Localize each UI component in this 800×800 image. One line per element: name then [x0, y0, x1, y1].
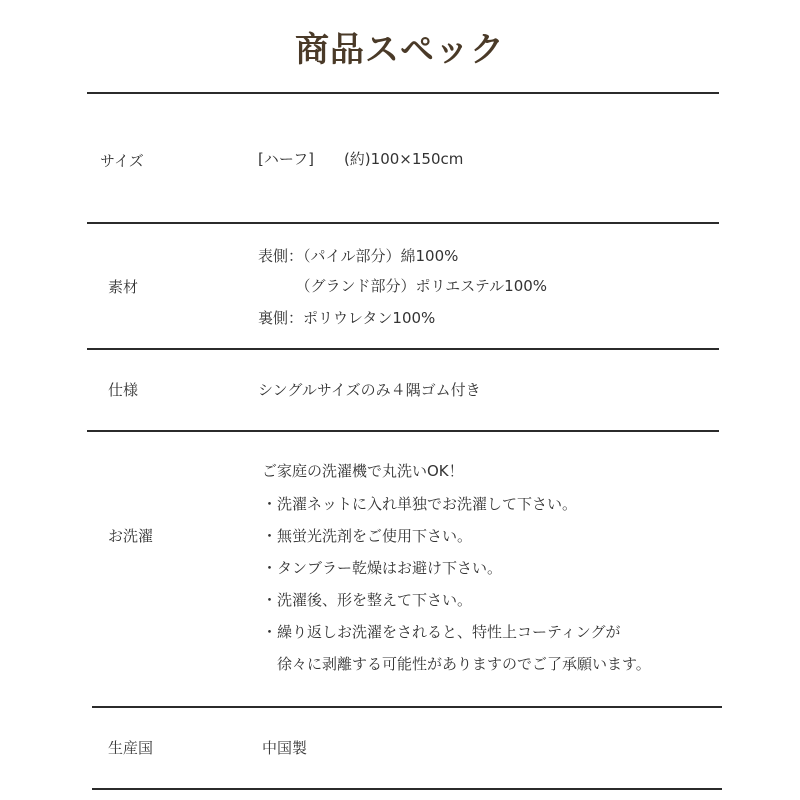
washing-line: ・繰り返しお洗濯をされると、特性上コーティングが	[262, 623, 621, 641]
origin-value: 中国製	[262, 739, 308, 757]
washing-line: ご家庭の洗濯機で丸洗いOK！	[262, 462, 464, 480]
material-label: 素材	[108, 278, 139, 296]
material-line: 表側：（パイル部分）綿100%	[258, 247, 459, 265]
size-value: [ハーフ] (約)100×150cm	[258, 150, 464, 168]
divider-material-spec	[87, 348, 719, 350]
material-line: （グランド部分）ポリエステル100%	[258, 277, 548, 295]
material-line: 裏側：ポリウレタン100%	[258, 309, 436, 327]
page-title: 商品スペック	[295, 30, 505, 70]
washing-line: ・タンブラー乾燥はお避け下さい。	[262, 559, 503, 577]
size-label: サイズ	[100, 152, 144, 170]
washing-line: 徐々に剥離する可能性がありますのでご了承願います。	[262, 655, 651, 673]
washing-line: ・洗濯ネットに入れ単独でお洗濯して下さい。	[262, 495, 578, 513]
divider-washing-origin	[92, 706, 722, 708]
washing-line: ・無蛍光洗剤をご使用下さい。	[262, 527, 473, 545]
washing-line: ・洗濯後、形を整えて下さい。	[262, 591, 473, 609]
washing-label: お洗濯	[108, 527, 154, 545]
divider-size-material	[87, 222, 719, 224]
origin-label: 生産国	[108, 739, 154, 757]
divider-top	[87, 92, 719, 94]
divider-bottom	[92, 788, 722, 790]
spec-label: 仕様	[108, 381, 139, 399]
spec-value: シングルサイズのみ４隅ゴム付き	[258, 381, 481, 399]
divider-spec-washing	[87, 430, 719, 432]
